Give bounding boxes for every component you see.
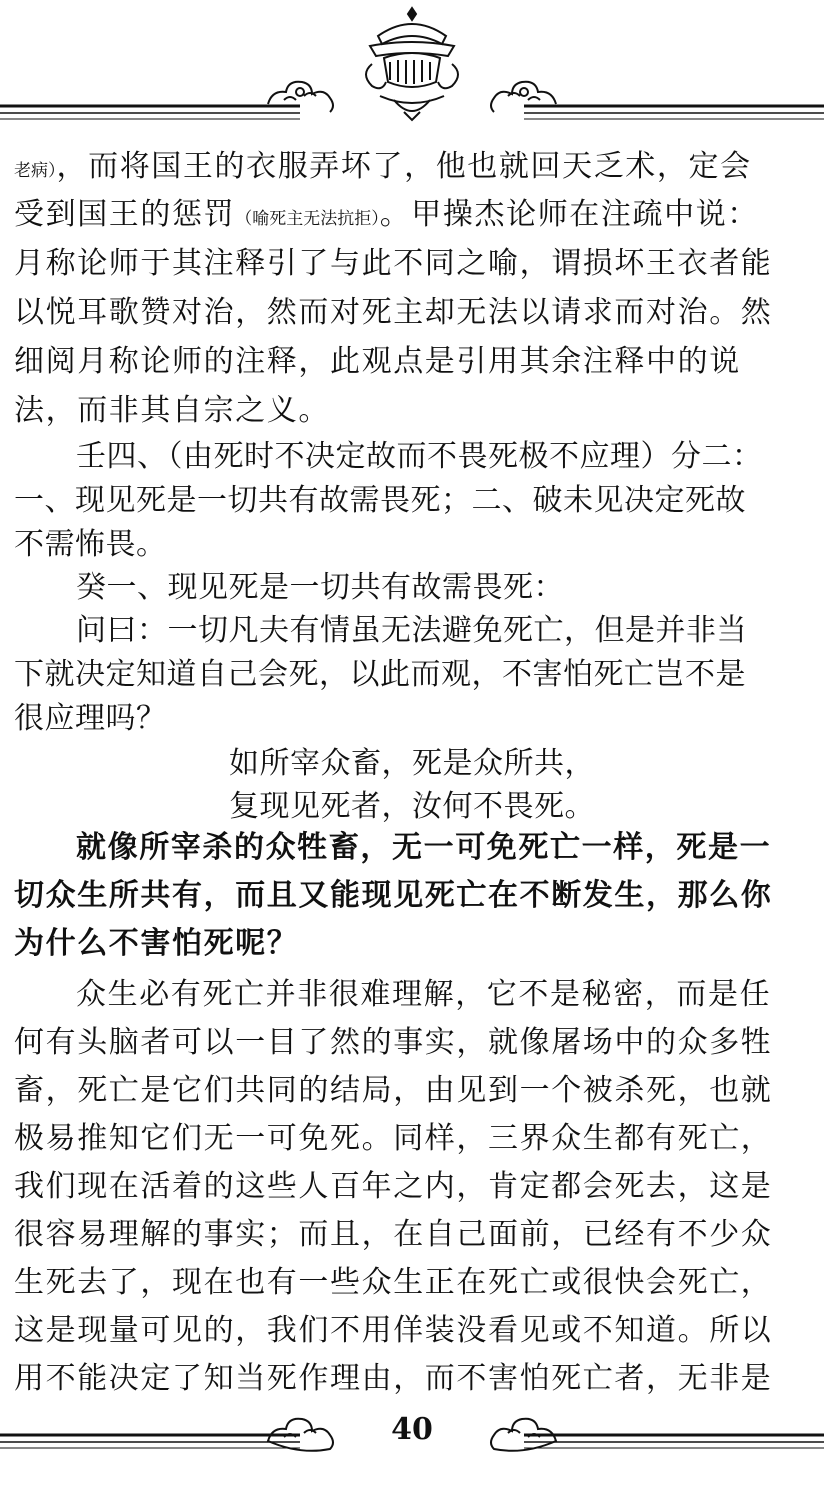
commentary-line: 很容易理解的事实；而且，在自己面前，已经有不少众 [14, 1217, 773, 1252]
text-line: 以悦耳歌赞对治，然而对死主却无法以请求而对治。然 [14, 295, 773, 330]
question-line: 问曰：一切凡夫有情虽无法避免死亡，但是并非当 [76, 613, 747, 648]
commentary-line: 我们现在活着的这些人百年之内，肯定都会死去，这是 [14, 1169, 773, 1204]
commentary-line: 用不能决定了知当死作理由，而不害怕死亡者，无非是 [14, 1361, 773, 1396]
text-line: 法，而非其自宗之义。 [14, 393, 330, 428]
translation-line: 就像所宰杀的众牲畜，无一可免死亡一样，死是一 [76, 830, 772, 865]
header-ornament [0, 0, 824, 135]
text-line: 月称论师于其注释引了与此不同之喻，谓损坏王衣者能 [14, 246, 773, 281]
section-heading: 壬四、（由死时不决定故而不畏死极不应理）分二： [76, 439, 763, 474]
question-line: 下就决定知道自己会死，以此而观，不害怕死亡岂不是 [14, 657, 746, 692]
commentary-line: 这是现量可见的，我们不用佯装没看见或不知道。所以 [14, 1313, 773, 1348]
commentary-line: 极易推知它们无一可免死。同样，三界众生都有死亡， [14, 1121, 773, 1156]
text-line: 细阅月称论师的注释，此观点是引用其余注释中的说 [14, 344, 741, 379]
page-number: 40 [391, 1412, 433, 1447]
commentary-line: 何有头脑者可以一目了然的事实，就像屠场中的众多牲 [14, 1025, 773, 1060]
verse-line: 复现见死者，汝何不畏死。 [229, 789, 595, 824]
question-line: 很应理吗？ [14, 701, 167, 736]
section-heading: 不需怖畏。 [14, 527, 167, 562]
line-text: 。甲操杰论师在注疏中说： [379, 197, 759, 232]
inline-note: （喻死主无法抗拒） [235, 209, 380, 229]
commentary-line: 众生必有死亡并非很难理解，它不是秘密，而是任 [76, 977, 772, 1012]
subsection-heading: 癸一、现见死是一切共有故需畏死： [76, 570, 564, 605]
inline-note: 老病） [14, 161, 57, 181]
translation-line: 为什么不害怕死呢？ [14, 926, 299, 961]
endless-knot-emblem [366, 8, 458, 120]
header-rule-lines [0, 106, 824, 119]
line-text: 受到国王的惩罚 [14, 197, 236, 232]
text-line [14, 142, 798, 191]
section-heading: 一、现见死是一切共有故需畏死；二、破未见决定死故 [14, 483, 746, 518]
line-text: ，而将国王的衣服弄坏了，他也就回天乏术，定会 [56, 149, 752, 184]
text-line [14, 190, 798, 239]
commentary-line: 生死去了，现在也有一些众生正在死亡或很快会死亡， [14, 1265, 773, 1300]
translation-line: 切众生所共有，而且又能现见死亡在不断发生，那么你 [14, 878, 773, 913]
verse-line: 如所宰众畜，死是众所共， [229, 746, 595, 781]
commentary-line: 畜，死亡是它们共同的结局，由见到一个被杀死，也就 [14, 1073, 773, 1108]
